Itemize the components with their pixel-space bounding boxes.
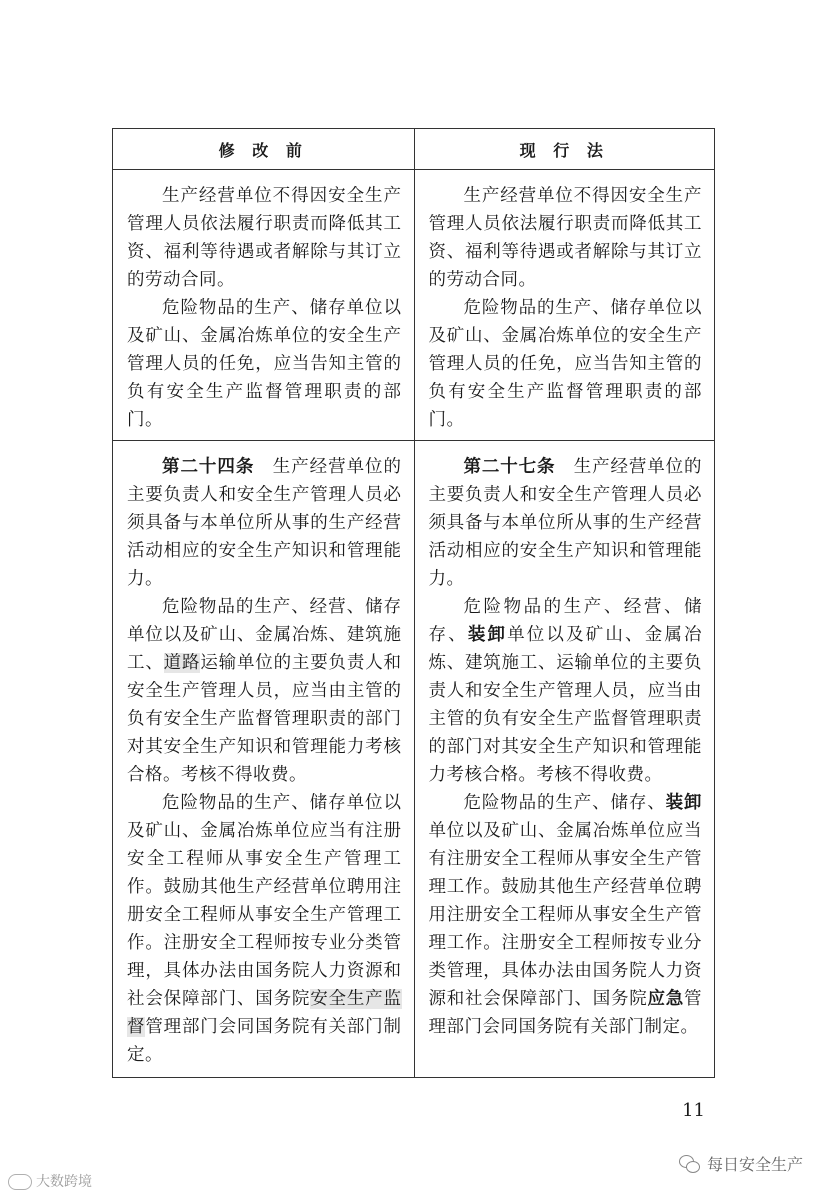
- paragraph: 生产经营单位不得因安全生产管理人员依法履行职责而降低其工资、福利等待遇或者解除与其订立的劳动合同。: [127, 186, 402, 290]
- paragraph: 生产经营单位不得因安全生产管理人员依法履行职责而降低其工资、福利等待遇或者解除与其订立的劳动合同。: [428, 186, 702, 290]
- bold-text: 装卸: [467, 625, 508, 645]
- paragraph-text: 危险物品的生产、经营、储存、: [428, 597, 702, 645]
- paragraph: 危险物品的生产、储存单位以及矿山、金属冶炼单位的安全生产管理人员的任免，应当告知主管的负有安全生产监督管理职责的部门。: [127, 298, 402, 430]
- paragraph: [127, 593, 402, 789]
- paragraph-text: 管理部门会同国务院有关部门制定。: [428, 989, 702, 1037]
- cell-current: [414, 170, 715, 440]
- paragraph-text: 单位以及矿山、金属冶炼、建筑施工、运输单位的主要负责人和安全生产管理人员，应当由主管的负有安全生产监督管理职责的部门对其安全生产知识和管理能力考核合格。考核不得收费。: [428, 625, 703, 785]
- bold-text: 装卸: [665, 793, 702, 813]
- cell-before: [113, 441, 414, 1077]
- watermark-brand: [8, 1171, 92, 1191]
- paragraph: [127, 789, 402, 1069]
- paragraph: 危险物品的生产、储存单位以及矿山、金属冶炼单位的安全生产管理人员的任免，应当告知主管的负有安全生产监督管理职责的部门。: [428, 298, 702, 430]
- comparison-table: [112, 128, 715, 1078]
- paragraph-text: 危险物品的生产、经营、储存单位以及矿山、金属冶炼、建筑施工、: [127, 597, 402, 673]
- page-number: 11: [682, 1100, 705, 1121]
- highlighted-text: 安全生产监督: [127, 989, 402, 1037]
- paragraph-text: 运输单位的主要负责人和安全生产管理人员，应当由主管的负有安全生产监督管理职责的部门对其安全生产知识和管理能力考核合格。考核不得收费。: [127, 653, 402, 785]
- paragraph-text: 单位以及矿山、金属冶炼单位应当有注册安全工程师从事安全生产管理工作。鼓励其他生产经营单位聘用注册安全工程师从事安全生产管理工作。注册安全工程师按专业分类管理，具体办法由国务院人力资源和社会保障部门、国务院: [428, 821, 702, 1009]
- paragraph: [429, 593, 703, 789]
- article-number: 第二十七条: [463, 457, 556, 477]
- header-before-amendment: 修 改 前: [218, 140, 308, 160]
- table-row: [113, 170, 714, 441]
- header-current-law: 现 行 法: [414, 129, 715, 169]
- cell-before: [113, 170, 414, 440]
- paragraph: [429, 789, 703, 1041]
- highlighted-text: 道路: [163, 653, 201, 673]
- paragraph: [429, 453, 703, 593]
- wechat-account[interactable]: [679, 1152, 803, 1175]
- table-row: [113, 441, 714, 1077]
- table-header-row: [113, 129, 714, 170]
- paragraph: [127, 453, 402, 593]
- brand-label: 大数跨境: [36, 1174, 92, 1190]
- bold-text: 应急: [647, 989, 684, 1009]
- paragraph-text: 危险物品的生产、储存、: [463, 793, 666, 813]
- cell-current: [414, 441, 715, 1077]
- brand-logo-icon: [8, 1174, 32, 1190]
- wechat-icon: [679, 1155, 701, 1173]
- paragraph-text: 生产经营单位的主要负责人和安全生产管理人员必须具备与本单位所从事的生产经营活动相应的安全生产知识和管理能力。: [127, 457, 402, 589]
- account-name: 每日安全生产: [706, 1155, 803, 1174]
- article-number: 第二十四条: [162, 457, 255, 477]
- footer: [0, 1155, 827, 1199]
- paragraph-text: 生产经营单位的主要负责人和安全生产管理人员必须具备与本单位所从事的生产经营活动相应的安全生产知识和管理能力。: [428, 457, 702, 589]
- paragraph-text: 管理部门会同国务院有关部门制定。: [127, 1017, 402, 1065]
- paragraph-text: 危险物品的生产、储存单位以及矿山、金属冶炼单位应当有注册安全工程师从事安全生产管理工作。鼓励其他生产经营单位聘用注册安全工程师从事安全生产管理工作。注册安全工程师按专业分类管理，具体办法由国务院人力资源和社会保障部门、国务院: [127, 793, 402, 1009]
